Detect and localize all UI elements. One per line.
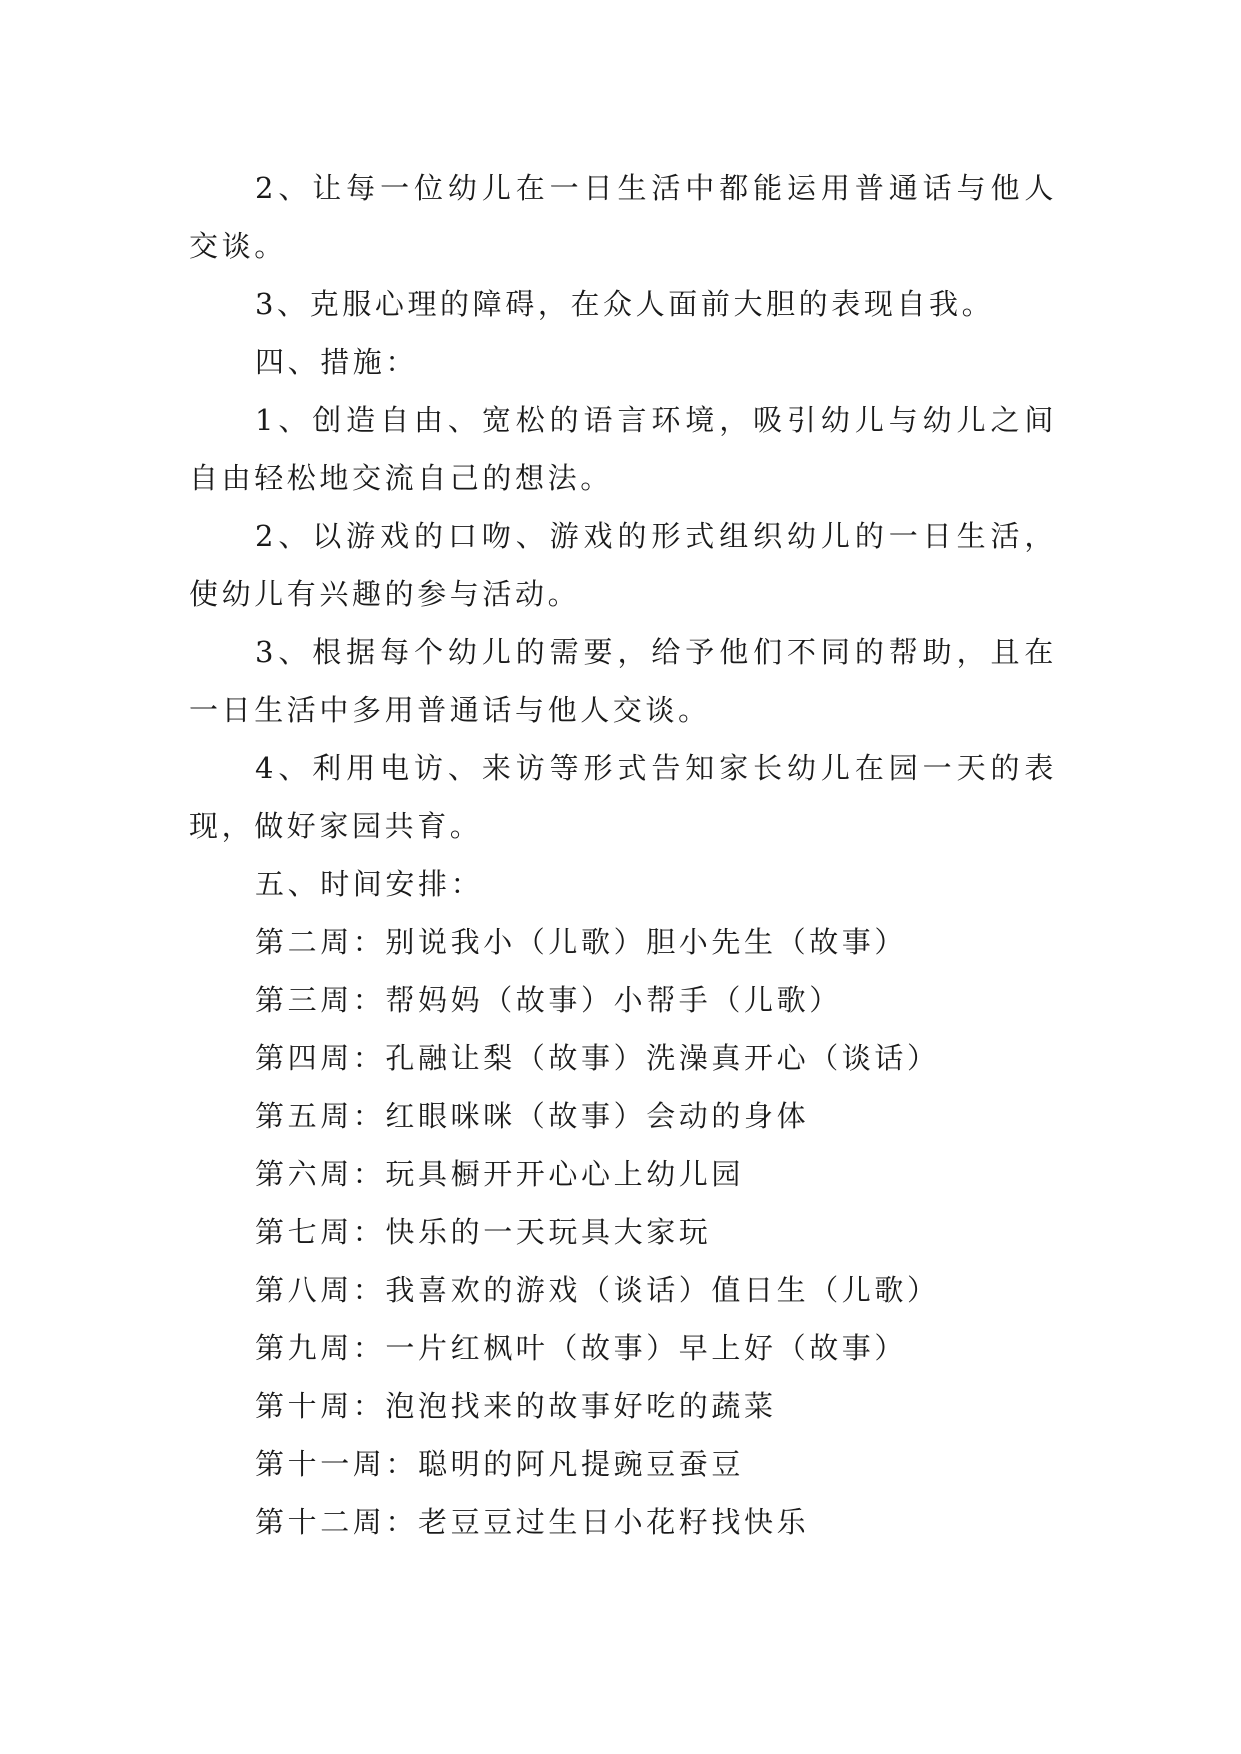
document-body	[189, 159, 1057, 1551]
schedule-item-week-7: 第七周：快乐的一天玩具大家玩	[255, 1215, 712, 1249]
schedule-item-week-5: 第五周：红眼咪咪（故事）会动的身体	[255, 1099, 810, 1133]
schedule-item-week-10: 第十周：泡泡找来的故事好吃的蔬菜	[255, 1389, 777, 1423]
schedule-item-week-4: 第四周：孔融让梨（故事）洗澡真开心（谈话）	[255, 1041, 940, 1075]
schedule-item-week-6: 第六周：玩具橱开开心心上幼儿园	[255, 1157, 745, 1191]
schedule-item-week-9: 第九周：一片红枫叶（故事）早上好（故事）	[255, 1331, 908, 1365]
goal-paragraph-3: 3、克服心理的障碍，在众人面前大胆的表现自我。	[255, 287, 995, 321]
measure-paragraph-1: 1、创造自由、宽松的语言环境，吸引幼儿与幼儿之间自由轻松地交流自己的想法。	[189, 403, 1057, 495]
schedule-item-week-12: 第十二周：老豆豆过生日小花籽找快乐	[255, 1505, 810, 1539]
section-heading-schedule: 五、时间安排：	[255, 867, 484, 901]
schedule-item-week-8: 第八周：我喜欢的游戏（谈话）值日生（儿歌）	[255, 1273, 940, 1307]
schedule-item-week-2: 第二周：别说我小（儿歌）胆小先生（故事）	[255, 925, 908, 959]
measure-paragraph-4: 4、利用电访、来访等形式告知家长幼儿在园一天的表现，做好家园共育。	[189, 751, 1057, 843]
schedule-item-week-11: 第十一周：聪明的阿凡提豌豆蚕豆	[255, 1447, 745, 1481]
schedule-item-week-3: 第三周：帮妈妈（故事）小帮手（儿歌）	[255, 983, 842, 1017]
measure-paragraph-3: 3、根据每个幼儿的需要，给予他们不同的帮助，且在一日生活中多用普通话与他人交谈。	[189, 635, 1057, 727]
goal-paragraph-2: 2、让每一位幼儿在一日生活中都能运用普通话与他人交谈。	[189, 171, 1057, 263]
measure-paragraph-2: 2、以游戏的口吻、游戏的形式组织幼儿的一日生活，使幼儿有兴趣的参与活动。	[189, 519, 1057, 611]
section-heading-measures: 四、措施：	[255, 345, 419, 379]
